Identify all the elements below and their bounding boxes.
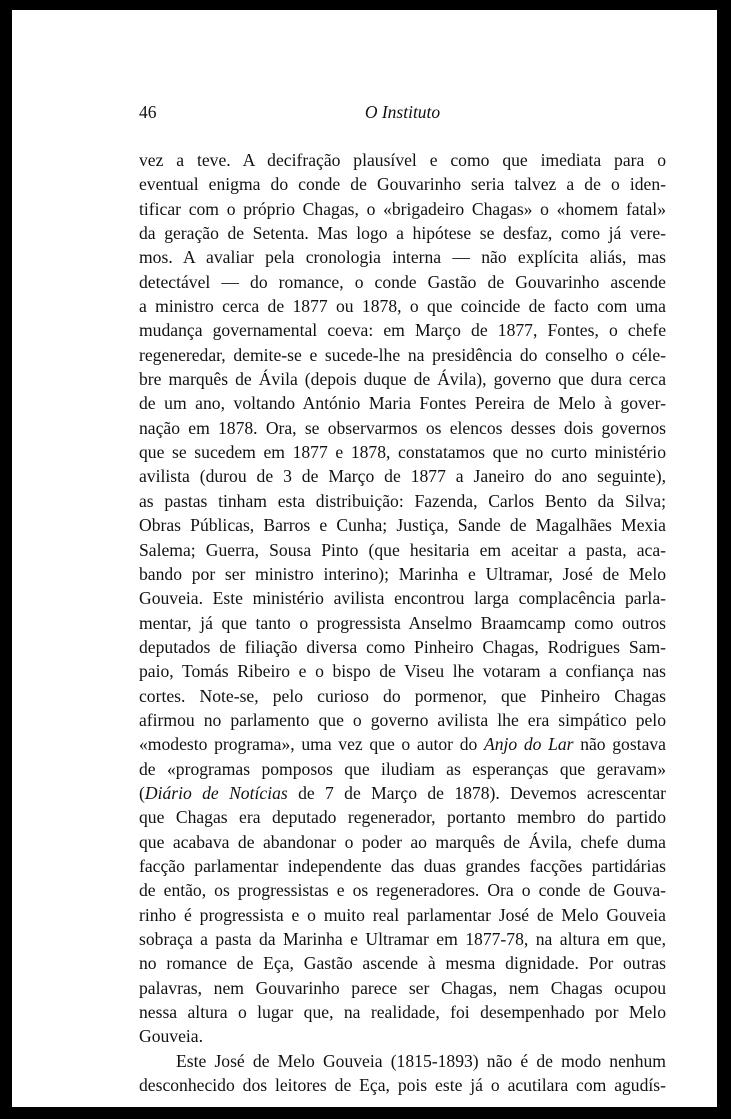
text-line: regeneredar, demite-se e sucede-lhe na presidência do conselho o céle- [139, 344, 666, 365]
text-line [139, 732, 666, 756]
text-line: de um ano, voltando António Maria Fontes Pereira de Melo à gover- [139, 393, 666, 414]
text-line: que Chagas era deputado regenerador, portanto membro do partido [139, 807, 666, 828]
text-line: de «programas pomposos que iludiam as esperanças que geravam» [139, 758, 666, 779]
text-line: vez a teve. A decifração plausível e como que imediata para o [139, 150, 666, 170]
book-page [12, 10, 717, 1107]
text-line: avilista (durou de 3 de Março de 1877 a Janeiro do ano seguinte), [139, 466, 666, 487]
text-line: paio, Tomás Ribeiro e o bispo de Viseu lhe votaram a confiança nas [139, 661, 666, 682]
text-line: Este José de Melo Gouveia (1815-1893) não é de modo nenhum [176, 1050, 666, 1071]
page-header [139, 102, 666, 128]
text-line: de então, os progressistas e os regeneradores. Ora o conde de Gouva- [139, 880, 666, 901]
paragraph-2 [139, 1049, 666, 1098]
text-line: Salema; Guerra, Sousa Pinto (que hesitaria em aceitar a pasta, aca- [139, 539, 666, 560]
text-line: facção parlamentar independente das duas grandes facções partidárias [139, 855, 666, 876]
newspaper-title: Diário de Notícias [144, 782, 288, 803]
text-line: nação em 1878. Ora, se observarmos os elencos desses dois governos [139, 417, 666, 438]
running-title: O Instituto [364, 102, 441, 122]
body-text [139, 148, 666, 1097]
text-segment: «modesto programa», uma vez que o autor do [139, 734, 484, 755]
text-segment: ( [139, 782, 145, 803]
text-line: Gouveia. Este ministério avilista encontrou larga complacência parla- [139, 588, 666, 609]
text-line: da geração de Setenta. Mas logo a hipótese se desfaz, como já vere- [139, 223, 666, 244]
text-line: afirmou no parlamento que o governo avilista lhe era simpático pelo [139, 709, 666, 730]
text-line: no romance de Eça, Gastão ascende à mesma dignidade. Por outras [139, 953, 666, 974]
text-line: que acabava de abandonar o poder ao marquês de Ávila, chefe duma [139, 831, 666, 852]
text-line: tificar com o próprio Chagas, o «brigadeiro Chagas» o «homem fatal» [139, 198, 666, 219]
text-line: as pastas tinham esta distribuição: Fazenda, Carlos Bento da Silva; [139, 490, 666, 511]
text-line: bando por ser ministro interino); Marinha e Ultramar, José de Melo [139, 563, 666, 584]
text-line: rinho é progressista e o muito real parlamentar José de Melo Gouveia [139, 904, 666, 925]
text-line: mos. A avaliar pela cronologia interna — não explícita aliás, mas [139, 247, 666, 268]
text-line: cortes. Note-se, pelo curioso do pormenor, que Pinheiro Chagas [139, 685, 666, 706]
text-line: bre marquês de Ávila (depois duque de Ávila), governo que dura cerca [139, 369, 666, 390]
text-line: mudança governamental coeva: em Março de 1877, Fontes, o chefe [139, 320, 666, 341]
text-segment: de 7 de Março de 1878). Devemos acrescentar [287, 782, 667, 803]
text-line: deputados de filiação diversa como Pinheiro Chagas, Rodrigues Sam- [139, 636, 666, 657]
text-line: detectável — do romance, o conde Gastão de Gouvarinho ascende [139, 271, 666, 292]
text-line: a ministro cerca de 1877 ou 1878, o que coincide de facto com uma [139, 296, 666, 317]
text-line: palavras, nem Gouvarinho parece ser Chagas, nem Chagas ocupou [139, 977, 666, 998]
text-line: Obras Públicas, Barros e Cunha; Justiça, Sande de Magalhães Mexia [139, 515, 666, 536]
page-number: 46 [139, 102, 157, 122]
paragraph-1 [139, 148, 666, 1049]
text-line: eventual enigma do conde de Gouvarinho seria talvez a de o iden- [139, 174, 666, 195]
text-segment: não gostava [573, 734, 666, 755]
text-line: Gouveia. [139, 1026, 204, 1047]
book-title-anjo-do-lar: Anjo do Lar [483, 734, 574, 755]
text-line: sobraça a pasta da Marinha e Ultramar em 1877-78, na altura em que, [139, 929, 666, 949]
text-line [139, 781, 666, 805]
text-line: que se sucedem em 1877 e 1878, constatamos que no curto ministério [139, 442, 666, 463]
text-line: desconhecido dos leitores de Eça, pois este já o acutilara com agudís- [139, 1075, 666, 1096]
text-line: nessa altura o lugar que, na realidade, foi desempenhado por Melo [139, 1002, 666, 1023]
text-line: mentar, já que tanto o progressista Anselmo Braamcamp como outros [139, 612, 666, 633]
